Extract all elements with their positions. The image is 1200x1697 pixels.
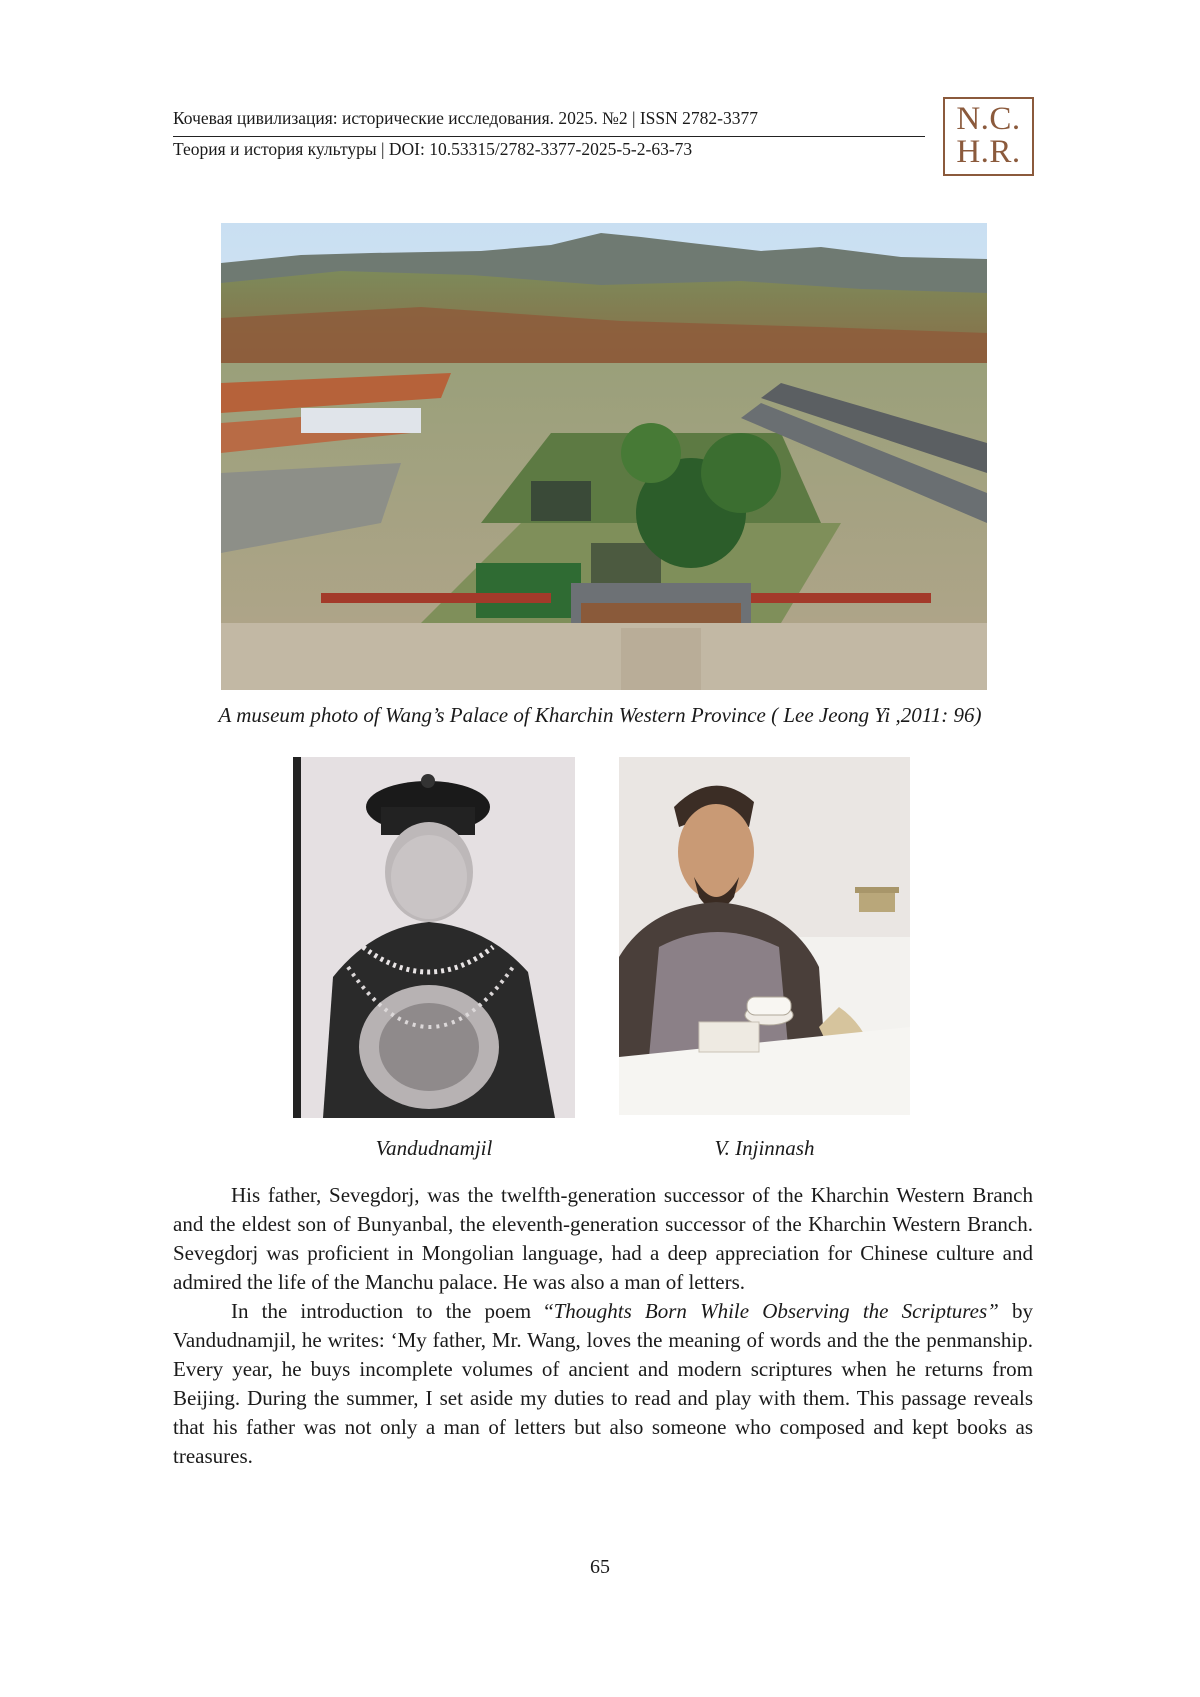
palace-aerial-image [221,223,987,690]
section-doi: Теория и история культуры | DOI: 10.53315/2782-3377-2025-5-2-63-73 [173,139,693,159]
portrait-left-caption: Vandudnamjil [375,1136,493,1160]
journal-header [173,107,925,159]
paragraph-1: His father, Sevegdorj, was the twelfth-generation successor of the Kharchin Western Branch and the eldest son of Bunyanbal, the eleventh-generation successor of the Kharchin Western Branch. Sevegdorj was proficient in Mongolian language, had a deep appreciation for Chinese culture and admired the life of the Manchu palace. He was also a man of letters. [173,1183,1033,1294]
logo-top-text: N.C. [956,101,1021,137]
poem-title: Thoughts Born While Observing the Scriptures” [553,1299,999,1323]
portrait-vandudnamjil [293,757,575,1118]
palace-photo-caption: A museum photo of Wang’s Palace of Kharchin Western Province ( Lee Jeong Yi ,2011: 96) [218,703,982,727]
portrait-vandudnamjil-image [293,757,575,1118]
paragraph-2-intro: In the introduction to the poem “ [231,1299,554,1323]
paragraph-2-rest: by Vandudnamjil, he writes: ‘My father, Mr. Wang, loves the meaning of words and the the penmanship. Every year, he buys incomplete volumes of ancient and modern scriptures when he returns from Beijing. During the summer, I set aside my duties to read and play with them. This passage reveals that his father was not only a man of letters but also someone who composed and kept books as treasures. [173,1299,1033,1468]
journal-logo [943,97,1034,176]
portrait-injinnash-image [619,757,910,1115]
journal-citation: Кочевая цивилизация: исторические исследования. 2025. №2 | ISSN 2782-3377 [173,108,758,128]
header-divider [173,136,925,137]
portrait-injinnash [619,757,910,1115]
page-number: 65 [590,1556,610,1578]
logo-bottom-text: H.R. [956,134,1021,170]
portrait-right-caption: V. Injinnash [714,1136,815,1160]
palace-aerial-photo [221,223,987,690]
article-body [173,1181,1033,1471]
paragraph-2 [173,1297,1033,1471]
